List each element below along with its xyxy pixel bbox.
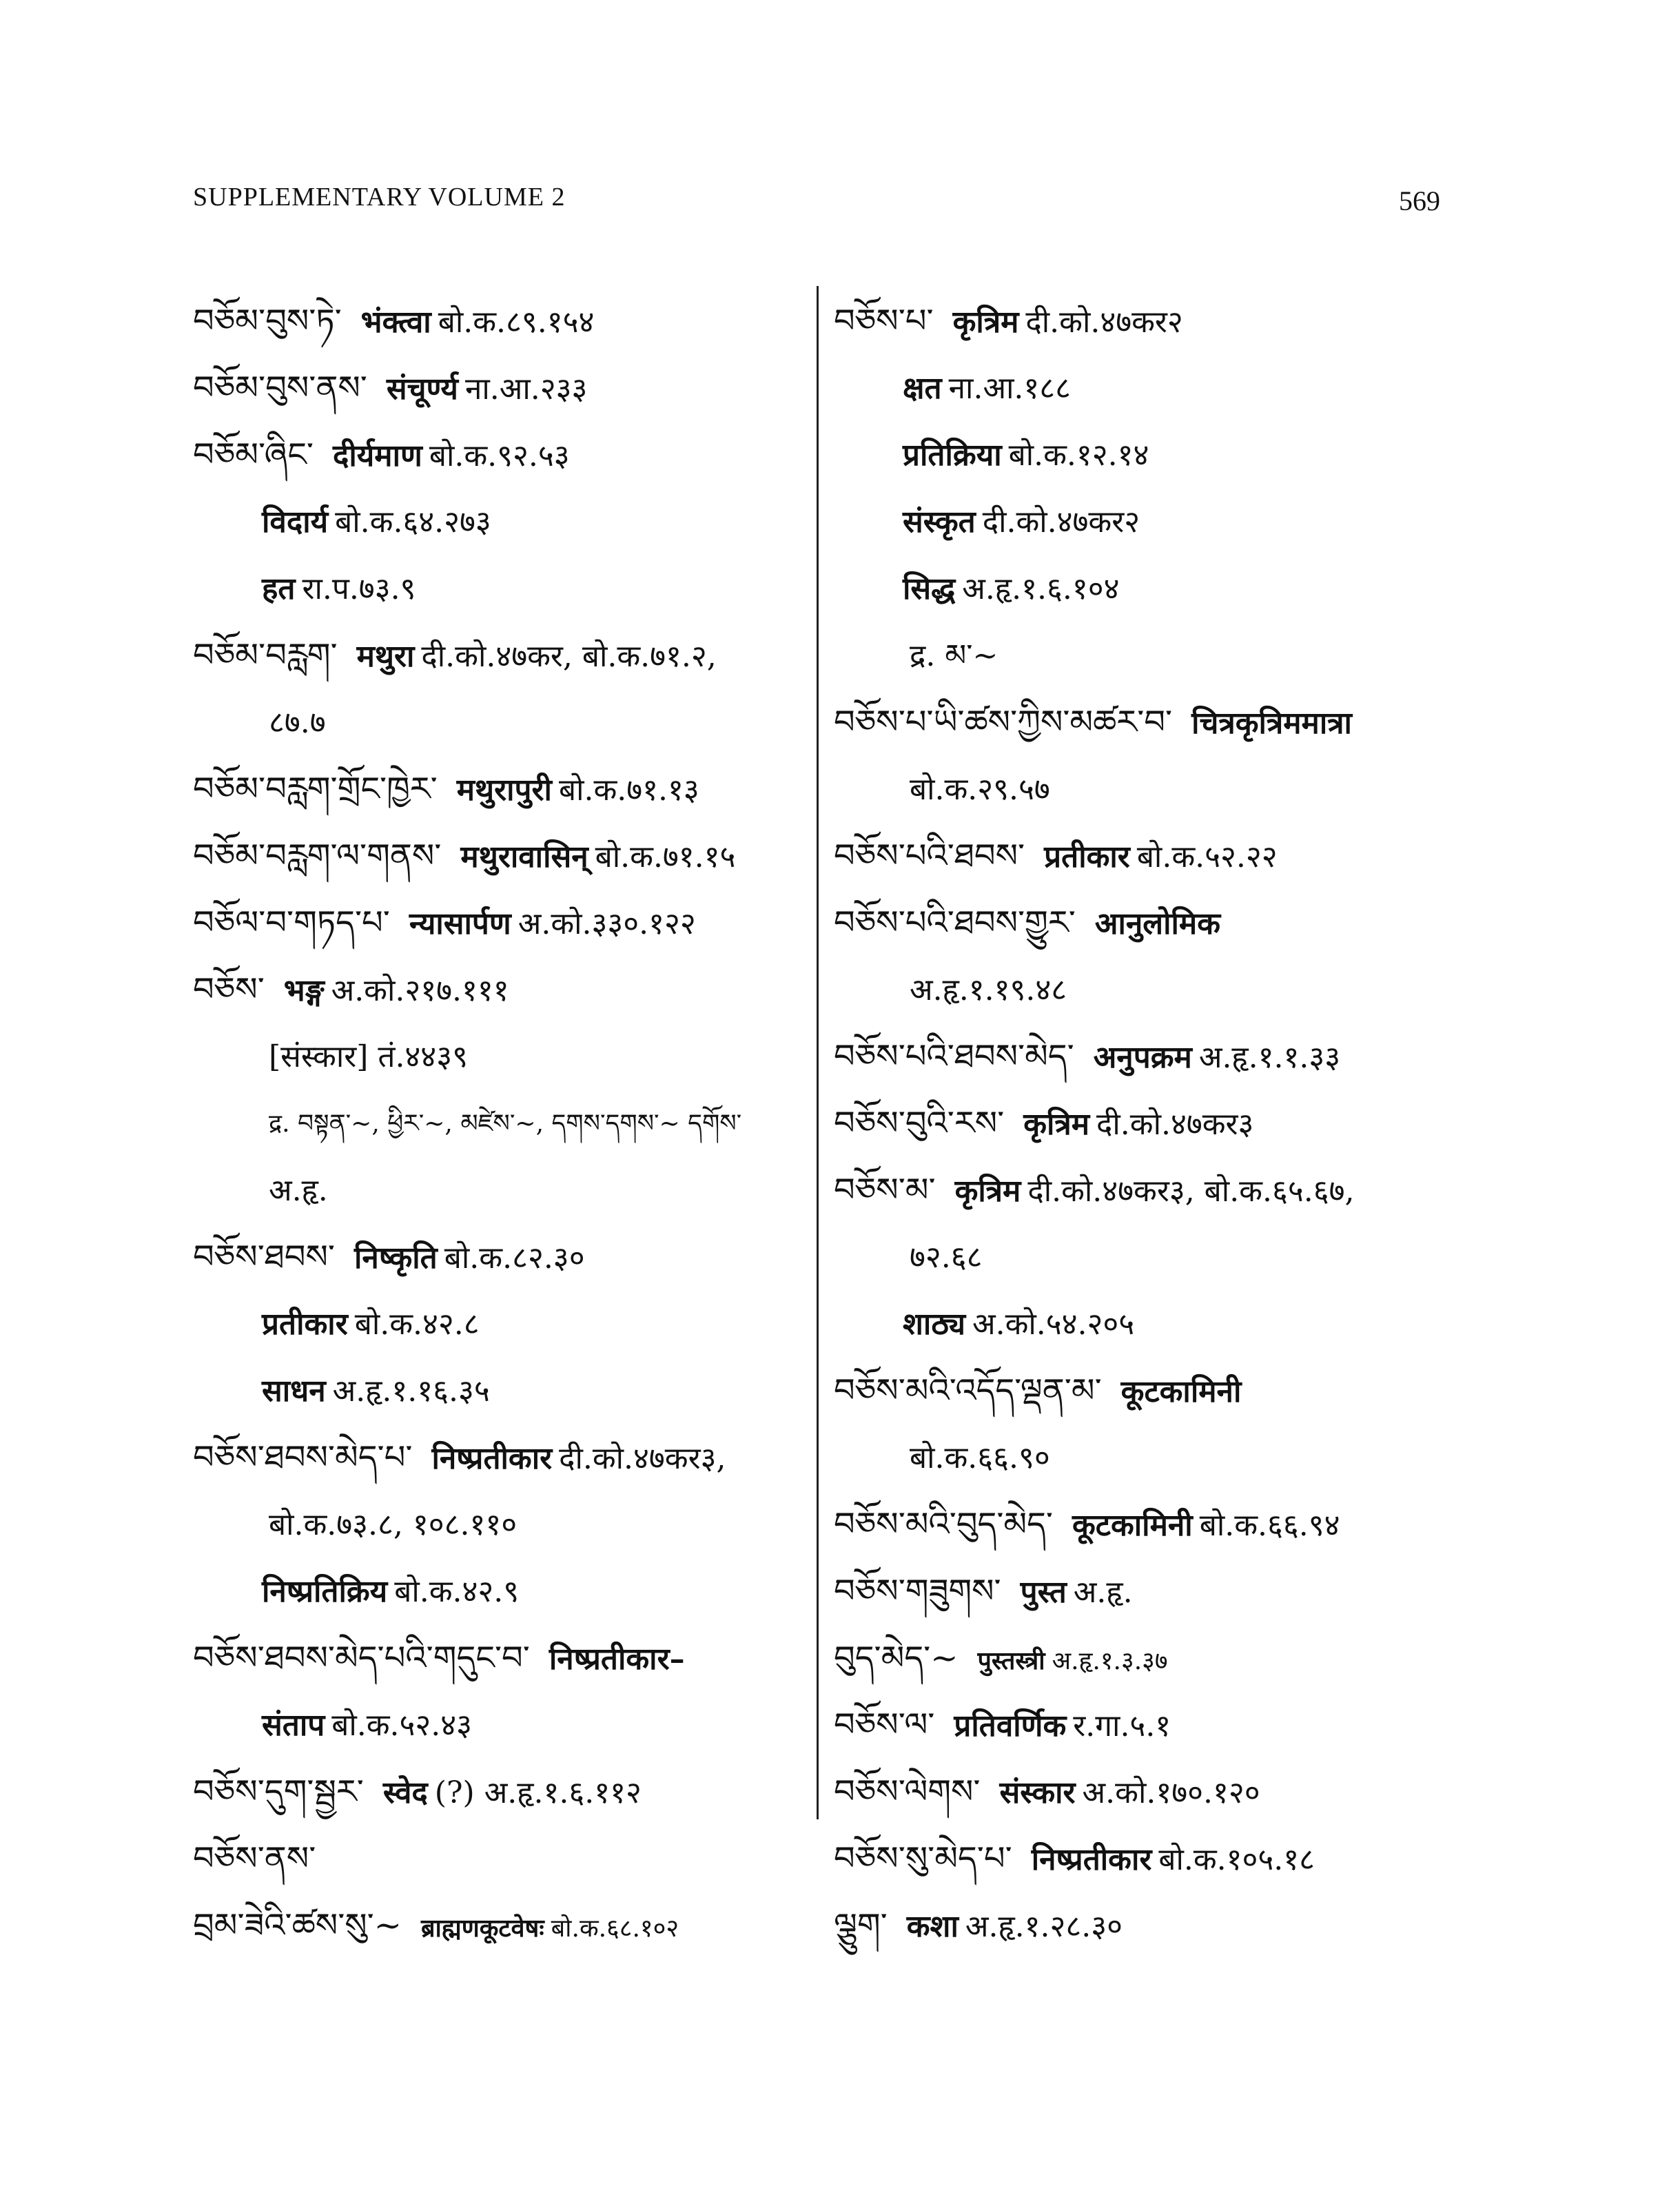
tibetan-term: བཅོམ་བརླག་ xyxy=(193,636,338,675)
source-reference: [संस्कार] तं.४४३९ xyxy=(269,1039,468,1074)
left-column xyxy=(193,288,813,1959)
dictionary-line xyxy=(834,1157,1440,1224)
dictionary-line xyxy=(834,489,1440,555)
source-reference: ८७.७ xyxy=(269,705,326,740)
tibetan-term: བཅོས་ཐབས་མེད་པ་ xyxy=(193,1438,413,1477)
dictionary-line xyxy=(834,1090,1440,1157)
dictionary-line xyxy=(193,355,813,422)
source-reference: दी.को.४७कर, बो.क.७१.२, xyxy=(421,639,717,674)
dictionary-line xyxy=(193,1892,813,1959)
sanskrit-headword: कृत्रिम xyxy=(1023,1107,1090,1142)
source-reference: बो.क.७१.१५ xyxy=(595,839,736,875)
tibetan-term: བུད་མེད་~ xyxy=(834,1639,959,1677)
source-reference: बो.क.१२.१४ xyxy=(1008,438,1149,473)
dictionary-line xyxy=(193,1558,813,1625)
dictionary-line xyxy=(193,1759,813,1826)
sanskrit-headword: निष्प्रतीकार– xyxy=(549,1642,685,1677)
sanskrit-headword: प्रतिक्रिया xyxy=(903,438,1002,473)
dictionary-line xyxy=(193,957,813,1023)
right-column xyxy=(834,288,1440,1959)
sanskrit-headword: भङ्ग xyxy=(283,973,325,1008)
sanskrit-headword: कृत्रिम xyxy=(954,1174,1021,1209)
dictionary-line xyxy=(193,1291,813,1358)
tibetan-term: བཅོས་པའི་ཐབས་མེད་ xyxy=(834,1037,1074,1076)
tibetan-term: བཅོས་ཐབས་ xyxy=(193,1238,336,1276)
sanskrit-headword: चित्रकृत्रिममात्रा xyxy=(1191,706,1352,741)
sanskrit-headword: पुस्तस्त्री xyxy=(977,1646,1045,1675)
source-reference: बो.क.६४.२७३ xyxy=(335,504,491,540)
sanskrit-headword: शाठ्य xyxy=(903,1307,965,1342)
source-reference: दी.को.४७कर३ xyxy=(1096,1107,1254,1142)
source-reference: अ.को.३३०.१२२ xyxy=(518,906,696,941)
dictionary-line xyxy=(834,622,1440,689)
source-reference: र.गा.५.१ xyxy=(1073,1708,1171,1744)
dictionary-line xyxy=(193,1090,813,1157)
tibetan-term: བཅོས་མའི་འདོད་ལྡན་མ་ xyxy=(834,1371,1102,1410)
dictionary-line xyxy=(834,288,1440,355)
dictionary-line xyxy=(193,1625,813,1692)
sanskrit-headword: प्रतीकार xyxy=(262,1307,348,1342)
dictionary-line xyxy=(193,1023,813,1090)
sanskrit-headword: निष्प्रतीकार xyxy=(1031,1842,1152,1877)
tibetan-term: བཅོམ་བུས་ནས་ xyxy=(193,369,367,407)
dictionary-line xyxy=(834,1692,1440,1759)
dictionary-line xyxy=(834,1358,1440,1424)
sanskrit-headword: निष्कृति xyxy=(354,1240,438,1276)
tibetan-term: བཅོས་མ་ xyxy=(834,1171,936,1209)
dictionary-line xyxy=(193,555,813,622)
source-reference: बो.क.६८.१०२ xyxy=(551,1914,679,1943)
dictionary-line xyxy=(193,1358,813,1424)
dictionary-line xyxy=(193,422,813,489)
source-reference: बो.क.४२.९ xyxy=(394,1574,520,1609)
tibetan-term: བཅོས་པའི་ཐབས་གྱུར་ xyxy=(834,903,1076,942)
source-reference: बो.क.२९.५७ xyxy=(910,772,1050,807)
sanskrit-headword: हत xyxy=(262,571,296,606)
sanskrit-headword: साधन xyxy=(262,1373,326,1409)
source-reference: ना.आ.१८८ xyxy=(948,371,1072,406)
tibetan-term: ལྕུག་ xyxy=(834,1906,888,1945)
dictionary-line xyxy=(834,1558,1440,1625)
sanskrit-headword: सिद्ध xyxy=(903,571,956,606)
source-reference: बो.क.४२.८ xyxy=(354,1307,480,1342)
running-header: SUPPLEMENTARY VOLUME 2 xyxy=(193,183,566,212)
tibetan-term: བཅོས་ཐབས་མེད་པའི་གདུང་བ་ xyxy=(193,1639,530,1677)
tibetan-term: བཅོམ་ཞིང་ xyxy=(193,436,314,474)
source-reference: बो.क.८२.३० xyxy=(444,1240,585,1276)
sanskrit-headword: कशा xyxy=(906,1909,959,1944)
sanskrit-headword: पुस्त xyxy=(1020,1575,1067,1610)
dictionary-line xyxy=(834,1224,1440,1291)
tibetan-term: བཅོས་པ་ཡི་ཚས་ཀྱིས་མཚར་བ་ xyxy=(834,703,1173,742)
dictionary-line xyxy=(834,756,1440,823)
sanskrit-headword: न्यासार्पण xyxy=(409,906,511,941)
source-reference: अ.हृ. xyxy=(1073,1575,1133,1610)
source-reference: अ.को.५४.२०५ xyxy=(972,1307,1135,1342)
tibetan-term: བཅོས་དུག་སྦྱར་ xyxy=(193,1772,364,1811)
sanskrit-headword: निष्प्रतीकार xyxy=(431,1441,553,1476)
sanskrit-headword: निष्प्रतिक्रिय xyxy=(262,1574,388,1609)
sanskrit-headword: प्रतिवर्णिक xyxy=(954,1708,1067,1744)
dictionary-line xyxy=(834,355,1440,422)
tibetan-term: བཅོས་ xyxy=(193,970,265,1009)
sanskrit-headword: मथुरावासिन् xyxy=(460,839,588,875)
source-reference: बो.क.६६.९० xyxy=(910,1440,1050,1475)
source-reference: द्र. མ་~ xyxy=(910,638,998,673)
source-reference: अ.हृ.१.२८.३० xyxy=(965,1909,1123,1944)
tibetan-term: བཅོམ་བུས་ཏེ་ xyxy=(193,302,342,340)
source-reference: ७२.६८ xyxy=(910,1240,983,1275)
column-divider xyxy=(817,286,819,1819)
dictionary-line xyxy=(834,890,1440,957)
dictionary-line xyxy=(834,689,1440,756)
dictionary-line xyxy=(193,1224,813,1291)
source-reference: दी.को.४७कर२ xyxy=(1025,305,1183,340)
dictionary-line xyxy=(834,422,1440,489)
tibetan-term: བཅོས་ལེགས་ xyxy=(834,1772,981,1811)
sanskrit-headword: ब्राह्मणकूटवेषः xyxy=(420,1914,544,1943)
source-reference: बो.क.७३.८, १०८.११० xyxy=(269,1507,518,1542)
sanskrit-headword: संस्कृत xyxy=(903,504,976,540)
source-reference: दी.को.४७कर३, xyxy=(559,1441,726,1476)
sanskrit-headword: संस्कार xyxy=(999,1775,1076,1810)
sanskrit-headword: भंक्त्वा xyxy=(360,305,431,340)
dictionary-line xyxy=(193,1157,813,1224)
tibetan-term: བཅོམ་བརླག་ལ་གནས་ xyxy=(193,837,442,875)
source-reference: अ.हृ.१.१६.३५ xyxy=(332,1373,490,1409)
dictionary-line xyxy=(193,622,813,689)
source-reference: बो.क.९२.५३ xyxy=(429,438,570,473)
dictionary-line xyxy=(193,288,813,355)
source-reference: अ.को.१७०.१२० xyxy=(1082,1775,1260,1810)
dictionary-line xyxy=(834,1424,1440,1491)
source-reference: अ.हृ.१.१.३३ xyxy=(1198,1040,1341,1075)
tibetan-term: བཅོས་པའི་ཐབས་ xyxy=(834,837,1025,875)
dictionary-line xyxy=(193,1424,813,1491)
source-reference: अ.को.२१७.१११ xyxy=(331,973,509,1008)
sanskrit-headword: कृत्रिम xyxy=(952,305,1019,340)
tibetan-term: བཅོས་གཟུགས་ xyxy=(834,1572,1001,1611)
sanskrit-headword: मथुरापुरी xyxy=(456,773,552,808)
source-reference: अ.हृ. xyxy=(269,1173,328,1208)
tibetan-term: བཅོལ་བ་གཏད་པ་ xyxy=(193,903,390,942)
source-reference: बो.क.८९.१५४ xyxy=(438,305,595,340)
source-reference: बो.क.७१.१३ xyxy=(558,773,699,808)
source-reference: अ.हृ.१.१९.४८ xyxy=(910,972,1067,1008)
tibetan-term: བཅོས་སུ་མེད་པ་ xyxy=(834,1839,1012,1878)
sanskrit-headword: संताप xyxy=(262,1708,325,1743)
dictionary-line xyxy=(834,1826,1440,1892)
sanskrit-headword: कूटकामिनी xyxy=(1120,1374,1242,1409)
source-reference: अ.हृ.१.३.३७ xyxy=(1052,1647,1168,1675)
sanskrit-headword: विदार्य xyxy=(262,504,329,540)
page-number: 569 xyxy=(1399,185,1440,216)
dictionary-line xyxy=(193,823,813,890)
dictionary-line xyxy=(193,1826,813,1892)
tibetan-term: བཅོས་ལ་ xyxy=(834,1706,935,1744)
source-reference: बो.क.५२.२२ xyxy=(1136,839,1278,875)
sanskrit-headword: क्षत xyxy=(903,371,942,406)
dictionary-line xyxy=(193,689,813,756)
source-reference: रा.प.७३.९ xyxy=(302,571,416,606)
dictionary-line xyxy=(193,890,813,957)
sanskrit-headword: कूटकामिनी xyxy=(1072,1508,1193,1543)
dictionary-line xyxy=(834,1625,1440,1692)
tibetan-term: བཅོས་བུའི་རས་ xyxy=(834,1104,1005,1143)
source-reference: द्र. བསྟན་~, ཕྱིར་~, མཛེས་~, དགས་དགས་~ དགོས་ xyxy=(269,1110,742,1138)
tibetan-term: བཅོས་པ་ xyxy=(834,302,934,340)
dictionary-line xyxy=(834,823,1440,890)
dictionary-line xyxy=(834,1291,1440,1358)
tibetan-term: བཅོས་མའི་བུད་མེད་ xyxy=(834,1505,1054,1544)
tibetan-term: བཅོམ་བརླག་གྲོང་ཁྱེར་ xyxy=(193,770,438,808)
source-reference: ना.आ.२३३ xyxy=(464,371,588,407)
dictionary-line xyxy=(834,1491,1440,1558)
dictionary-line xyxy=(193,1491,813,1558)
sanskrit-headword: मथुरा xyxy=(356,639,415,674)
source-reference: दी.को.४७कर२ xyxy=(982,504,1140,540)
source-reference: अ.हृ.१.६.१०४ xyxy=(962,571,1120,606)
source-reference: बो.क.६६.९४ xyxy=(1199,1508,1340,1543)
dictionary-line xyxy=(193,756,813,823)
sanskrit-headword: दीर्यमाण xyxy=(333,438,422,473)
sanskrit-headword: संचूर्ण्य xyxy=(386,371,458,407)
sanskrit-headword: प्रतीकार xyxy=(1044,839,1130,875)
dictionary-line xyxy=(834,1759,1440,1826)
dictionary-line xyxy=(193,489,813,555)
tibetan-term: བྲམ་ཟེའི་ཚས་སུ་~ xyxy=(193,1906,402,1945)
dictionary-line xyxy=(834,1023,1440,1090)
source-reference: बो.क.१०५.१८ xyxy=(1158,1842,1315,1877)
source-reference: दी.को.४७कर३, बो.क.६५.६७, xyxy=(1027,1174,1355,1209)
dictionary-line xyxy=(193,1692,813,1759)
dictionary-line xyxy=(834,1892,1440,1959)
source-reference: बो.क.५२.४३ xyxy=(331,1708,473,1743)
sanskrit-headword: अनुपक्रम xyxy=(1093,1040,1192,1075)
tibetan-term: བཅོས་ནས་ xyxy=(193,1839,316,1878)
dictionary-line xyxy=(834,555,1440,622)
dictionary-line xyxy=(834,957,1440,1023)
sanskrit-headword: आनुलोमिक xyxy=(1094,906,1221,941)
source-reference: (?) अ.हृ.१.६.११२ xyxy=(434,1775,642,1810)
sanskrit-headword: स्वेद xyxy=(382,1775,428,1810)
